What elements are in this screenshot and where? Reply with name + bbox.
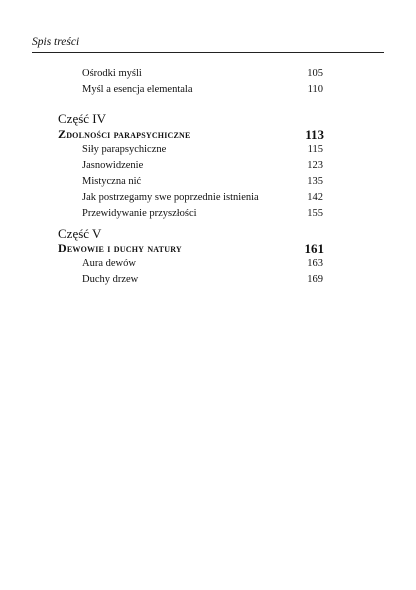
header-rule — [32, 52, 384, 53]
toc-entry — [0, 68, 416, 84]
toc-entry-label: Jasnowidzenie — [82, 160, 144, 171]
part-title: Część V — [58, 226, 102, 241]
toc-entry-label: Myśl a esencja elementala — [82, 84, 193, 95]
toc-entry-page: 115 — [307, 144, 323, 155]
toc-entry-label: Mistyczna nić — [82, 176, 142, 187]
toc-entry-page: 135 — [307, 176, 323, 187]
toc-entry-label: Siły parapsychiczne — [82, 144, 167, 155]
toc-entry-label: Jak postrzegamy swe poprzednie istnienia — [82, 192, 259, 203]
toc-entry — [0, 160, 416, 176]
chapter-heading — [0, 127, 416, 143]
toc-entry-page: 169 — [307, 274, 323, 285]
toc-entry — [0, 144, 416, 160]
toc-entry-label: Przewidywanie przyszłości — [82, 208, 197, 219]
toc-entry-label: Ośrodki myśli — [82, 68, 142, 79]
chapter-label: Zdolności parapsychiczne — [58, 127, 191, 141]
toc-entry-page: 163 — [307, 258, 323, 269]
chapter-page: 161 — [304, 241, 324, 256]
toc-entry — [0, 84, 416, 100]
chapter-heading — [0, 241, 416, 257]
toc-entry-page: 142 — [307, 192, 323, 203]
header-title: Spis treści — [32, 36, 80, 48]
part-title: Część IV — [58, 111, 107, 126]
toc-entry-page: 110 — [307, 84, 323, 95]
chapter-page: 113 — [305, 127, 324, 142]
chapter-label: Dewowie i duchy natury — [58, 241, 182, 255]
toc-entry — [0, 208, 416, 224]
toc-entry-label: Aura dewów — [82, 258, 136, 269]
toc-entry-page: 123 — [307, 160, 323, 171]
toc-entry-page: 105 — [307, 68, 323, 79]
toc-entry-label: Duchy drzew — [82, 274, 139, 285]
toc-entry — [0, 274, 416, 290]
toc-entry — [0, 258, 416, 274]
toc-entry-page: 155 — [307, 208, 323, 219]
toc-entry — [0, 176, 416, 192]
toc-entry — [0, 192, 416, 208]
